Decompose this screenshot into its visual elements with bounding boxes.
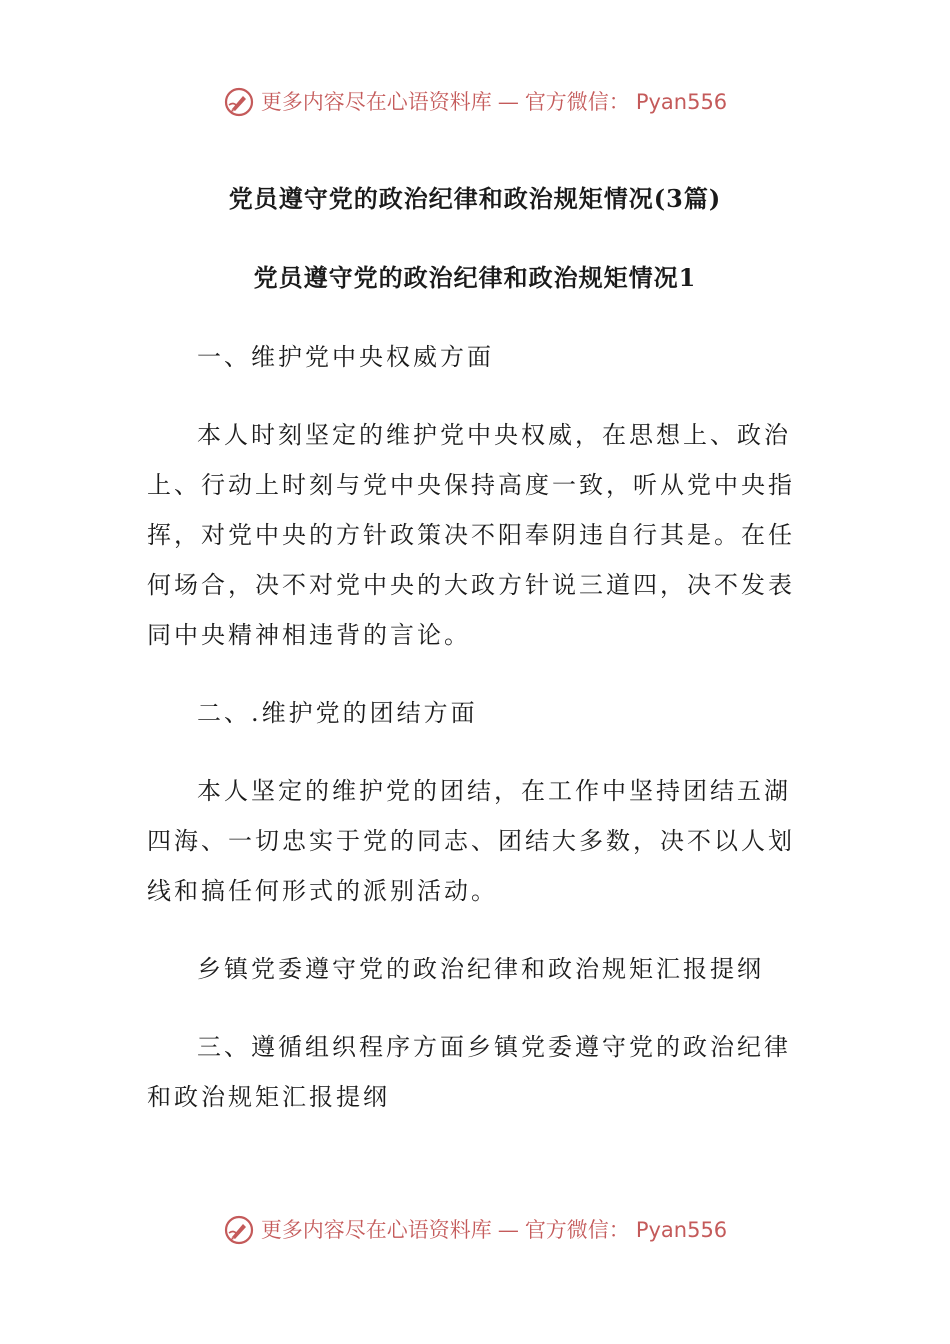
- watermark-wechat-id: Pyan556: [635, 1218, 728, 1242]
- document-title: 党员遵守党的政治纪律和政治规矩情况(3篇): [228, 184, 722, 213]
- watermark-wechat-id: Pyan556: [635, 90, 728, 114]
- watermark-label: 官方微信：: [524, 90, 630, 114]
- watermark-label: 官方微信：: [524, 1218, 630, 1242]
- section-body-1: 本人时刻坚定的维护党中央权威，在思想上、政治上、行动上时刻与党中央保持高度一致，听从党中央指挥，对党中央的方针政策决不阳奉阴违自行其是。在任何场合，决不对党中央的大政方针说三道四，决不发表同中央精神相违背的言论。: [147, 421, 795, 649]
- section-heading-3: 三、遵循组织程序方面乡镇党委遵守党的政治纪律和政治规矩汇报提纲: [147, 1033, 791, 1111]
- watermark-dash: —: [497, 90, 519, 114]
- watermark-text: 更多内容尽在心语资料库: [260, 90, 492, 114]
- watermark-dash: —: [497, 1218, 519, 1242]
- watermark-text: 更多内容尽在心语资料库: [260, 1218, 492, 1242]
- report-outline-line: 乡镇党委遵守党的政治纪律和政治规矩汇报提纲: [197, 955, 764, 983]
- section-heading-1: 一、维护党中央权威方面: [197, 343, 494, 371]
- pen-logo-icon: [223, 86, 255, 118]
- pen-logo-icon: [223, 1214, 255, 1246]
- section-heading-2: 二、.维护党的团结方面: [197, 699, 478, 727]
- document-subtitle: 党员遵守党的政治纪律和政治规矩情况1: [253, 263, 697, 292]
- footer-watermark: [0, 1214, 950, 1246]
- header-watermark: [0, 86, 950, 118]
- section-body-2: 本人坚定的维护党的团结，在工作中坚持团结五湖四海、一切忠实于党的同志、团结大多数，决不以人划线和搞任何形式的派别活动。: [147, 777, 795, 905]
